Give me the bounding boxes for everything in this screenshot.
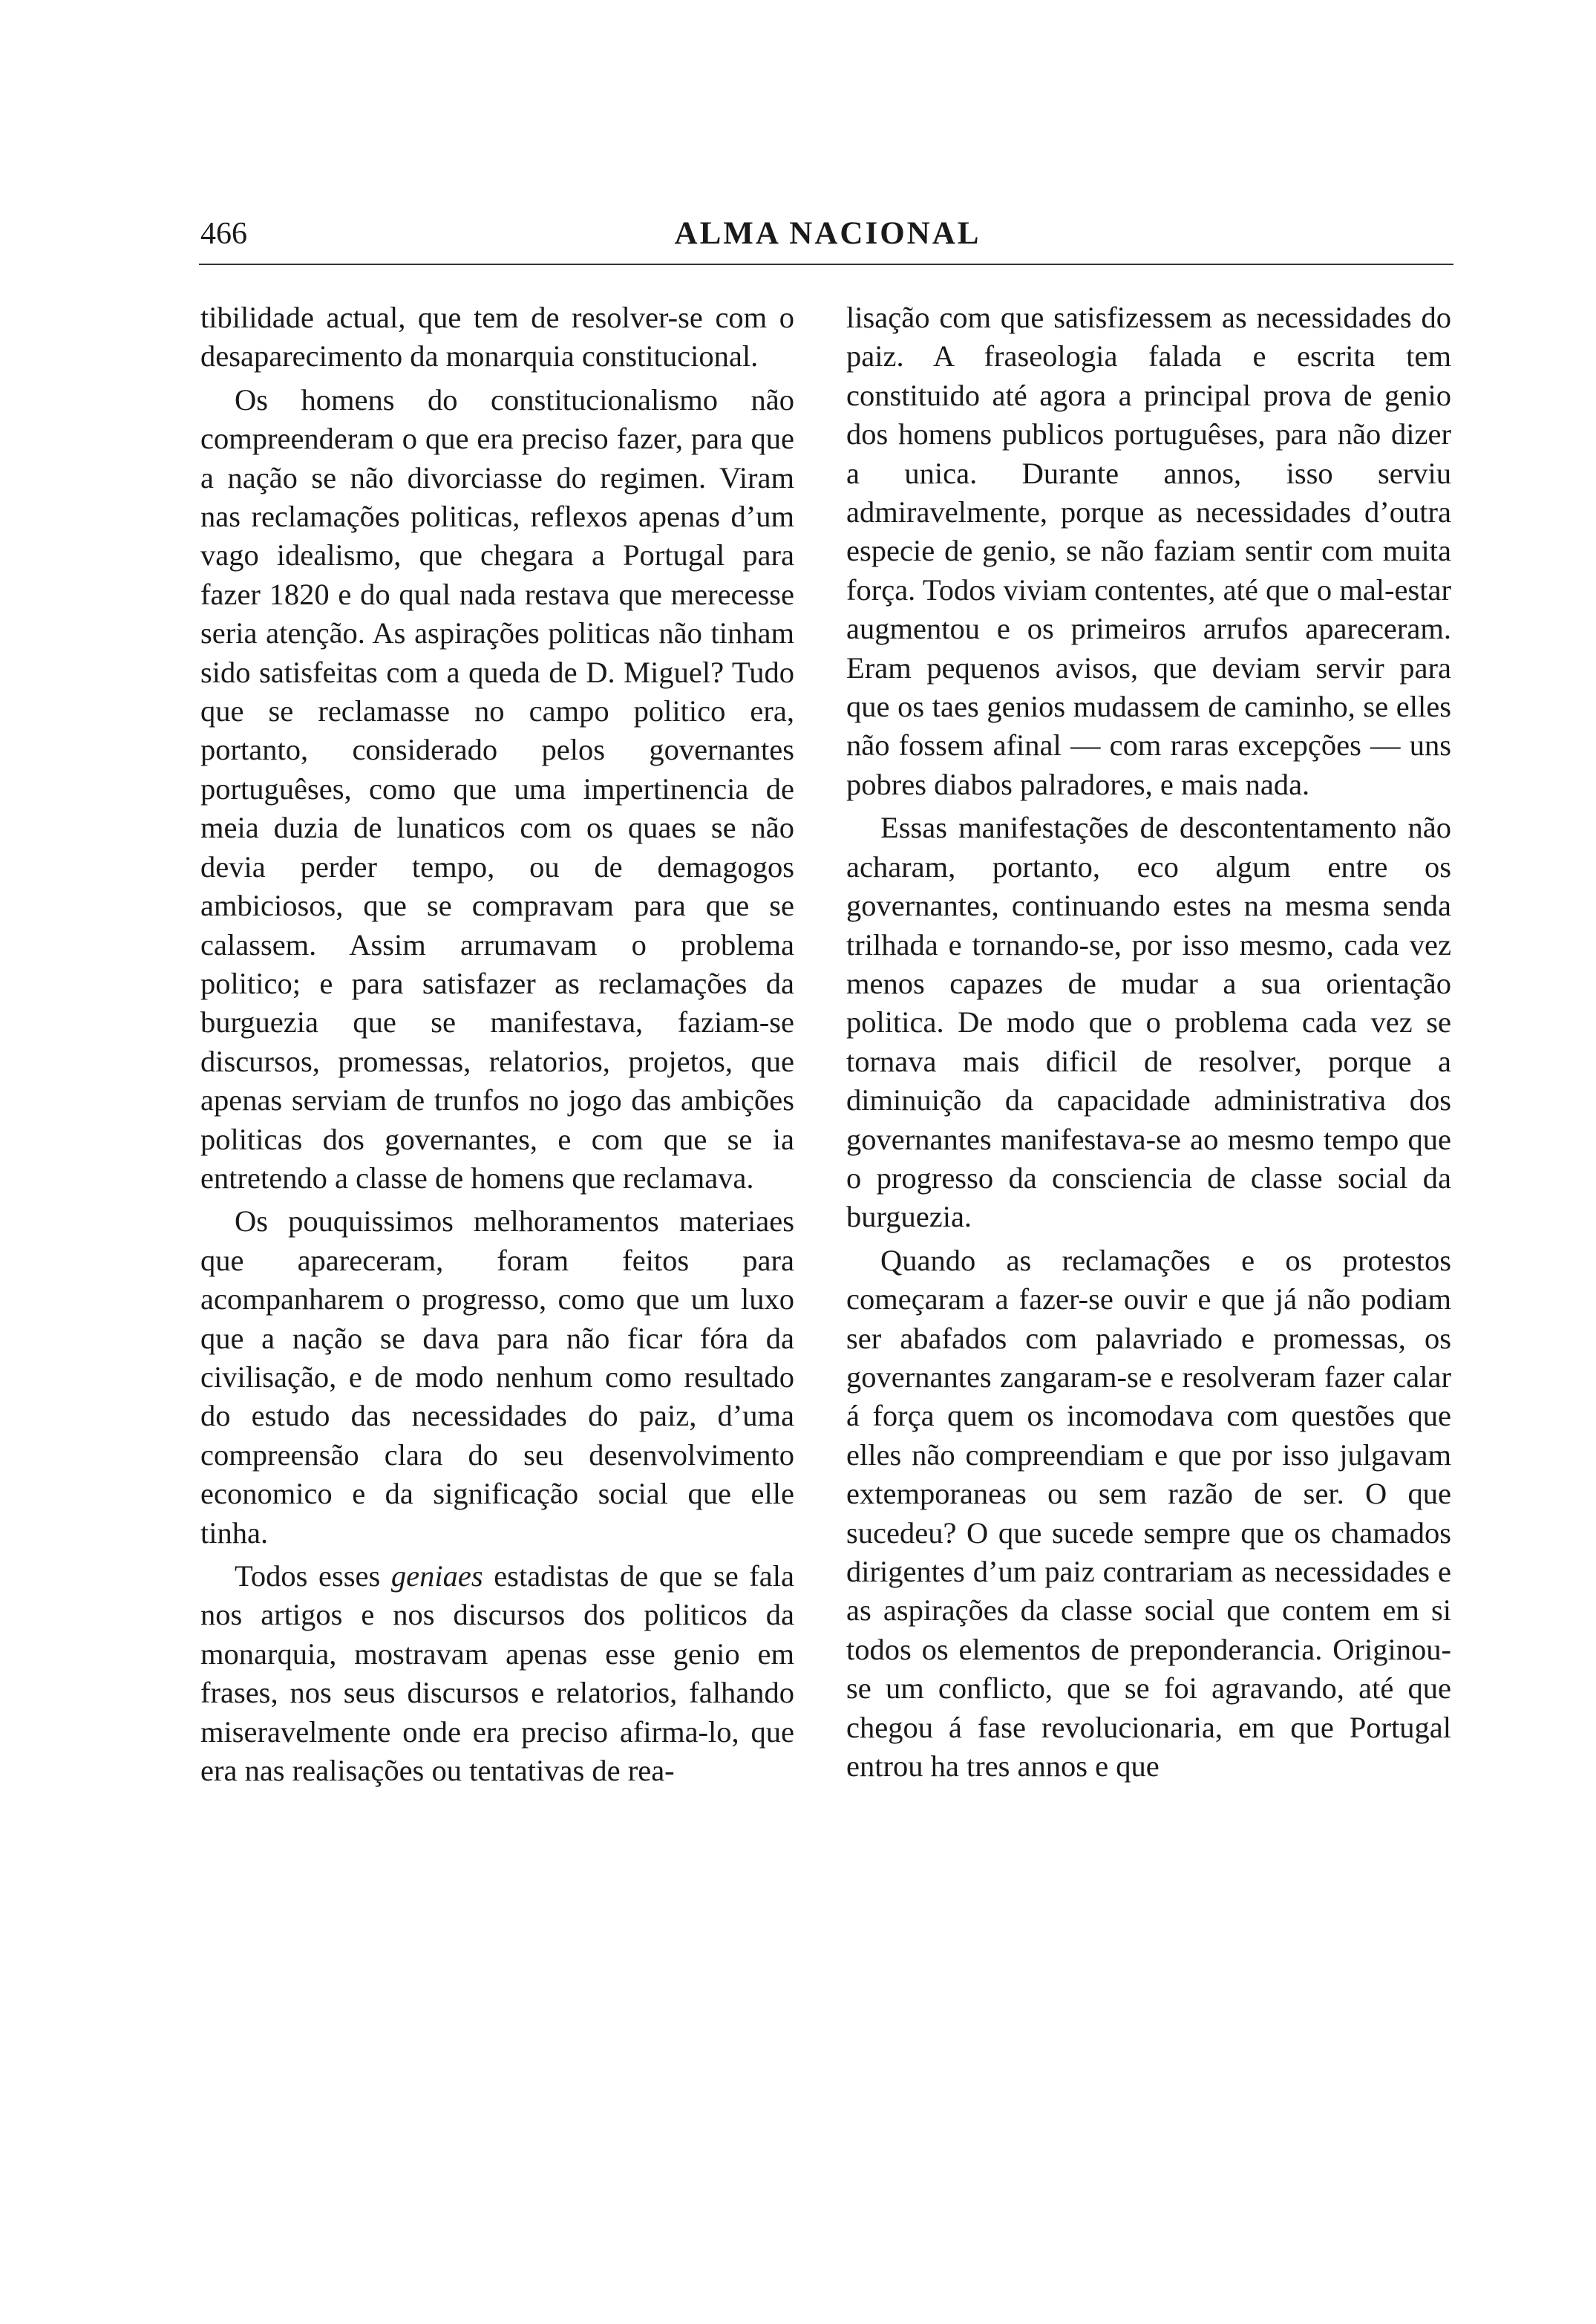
running-title: ALMA NACIONAL — [674, 216, 981, 251]
paragraph — [200, 1202, 794, 1553]
paragraph-text: Todos esses — [235, 1559, 391, 1593]
paragraph-text: estadistas de que se fala nos artigos e nos discursos dos politicos da monarquia, mostravam apenas esse genio em frases, nos seus discursos e relatorios, falhando miseravelmente onde era preciso afirma-lo, que era nas realisações ou tentativas de rea- — [200, 1559, 794, 1788]
page-header — [200, 212, 1455, 256]
right-column — [846, 298, 1451, 1786]
paragraph: tibilidade actual, que tem de resolver-se com o desaparecimento da monarquia constitucional. — [200, 301, 794, 373]
paragraph — [200, 1557, 794, 1790]
paragraph: lisação com que satisfizessem as necessidades do paiz. A fraseologia falada e escrita tem constituido até agora a principal prova de genio dos homens publicos portuguêses, para não dizer a unica. Durante annos, isso serviu admiravelmente, porque as necessidades d’outra especie de genio, se não faziam sentir com muita força. Todos viviam contentes, até que o mal-estar augmentou e os primeiros arrufos apareceram. Eram pequenos avisos, que deviam servir para que os taes genios mudassem de caminho, se elles não fossem afinal — com raras excepções — uns pobres diabos palradores, e mais nada. — [846, 301, 1451, 801]
page-number: 466 — [200, 217, 247, 251]
paragraph: Essas manifestações de descontentamento não acharam, portanto, eco algum entre os governantes, continuando estes na mesma senda trilhada e tornando-se, por isso mesmo, cada vez menos capazes de mudar a sua orientação politica. De modo que o problema cada vez se tornava mais dificil de resolver, porque a diminuição da capacidade administrativa dos governantes manifestava-se ao mesmo tempo que o progresso da consciencia de classe social da burguezia. — [846, 811, 1451, 1234]
paragraph: Quando as reclamações e os protestos começaram a fazer-se ouvir e que já não podiam ser abafados com palavriado e promessas, os governantes zangaram-se e resolveram fazer calar á força quem os incomodava com questões que elles não compreendiam e que por isso julgavam extemporaneas ou sem razão de ser. O que sucedeu? O que sucede sempre que os chamados dirigentes d’um paiz contrariam as necessidades e as aspirações da classe social que contem em si todos os elementos de preponderancia. Originou-se um conflicto, que se foi agravando, até que chegou á fase revolucionaria, em que Portugal entrou ha tres annos e que — [846, 1243, 1451, 1783]
left-column — [200, 298, 794, 1790]
header-rule — [199, 264, 1453, 265]
paragraph: Os homens do constitucionalismo não compreenderam o que era preciso fazer, para que a nação se não divorciasse do regimen. Viram nas reclamações politicas, reflexos apenas d’um vago idealismo, que chegara a Portugal para fazer 1820 e do qual nada restava que merecesse seria atenção. As aspirações politicas não tinham sido satisfeitas com a queda de D. Miguel? Tudo que se reclamasse no campo politico era, portanto, considerado pelos governantes portuguêses, como que uma impertinencia de meia duzia de lunaticos com os quaes se não devia perder tempo, ou de demagogos ambiciosos, que se compravam para que se calassem. Assim arrumavam o problema politico; e para satisfazer as reclamações da burguezia que se manifestava, faziam-se discursos, promessas, relatorios, projetos, que apenas serviam de trunfos no jogo das ambições politicas dos governantes, e com que se ia entretendo a classe de homens que reclamava. — [200, 382, 794, 1195]
emphasis-text: geniaes — [390, 1559, 483, 1593]
paragraph-text: Os pouquissimos melhoramentos materiaes que apareceram, foram feitos para acompanharem o progresso, como que um luxo que a nação se dava para não ficar fóra da civilisação, e de modo nenhum como resultado do estudo das necessidades do paiz, d’uma compreensão clara do seu desenvolvimento economico e da significação social que elle tinha. — [200, 1204, 794, 1550]
